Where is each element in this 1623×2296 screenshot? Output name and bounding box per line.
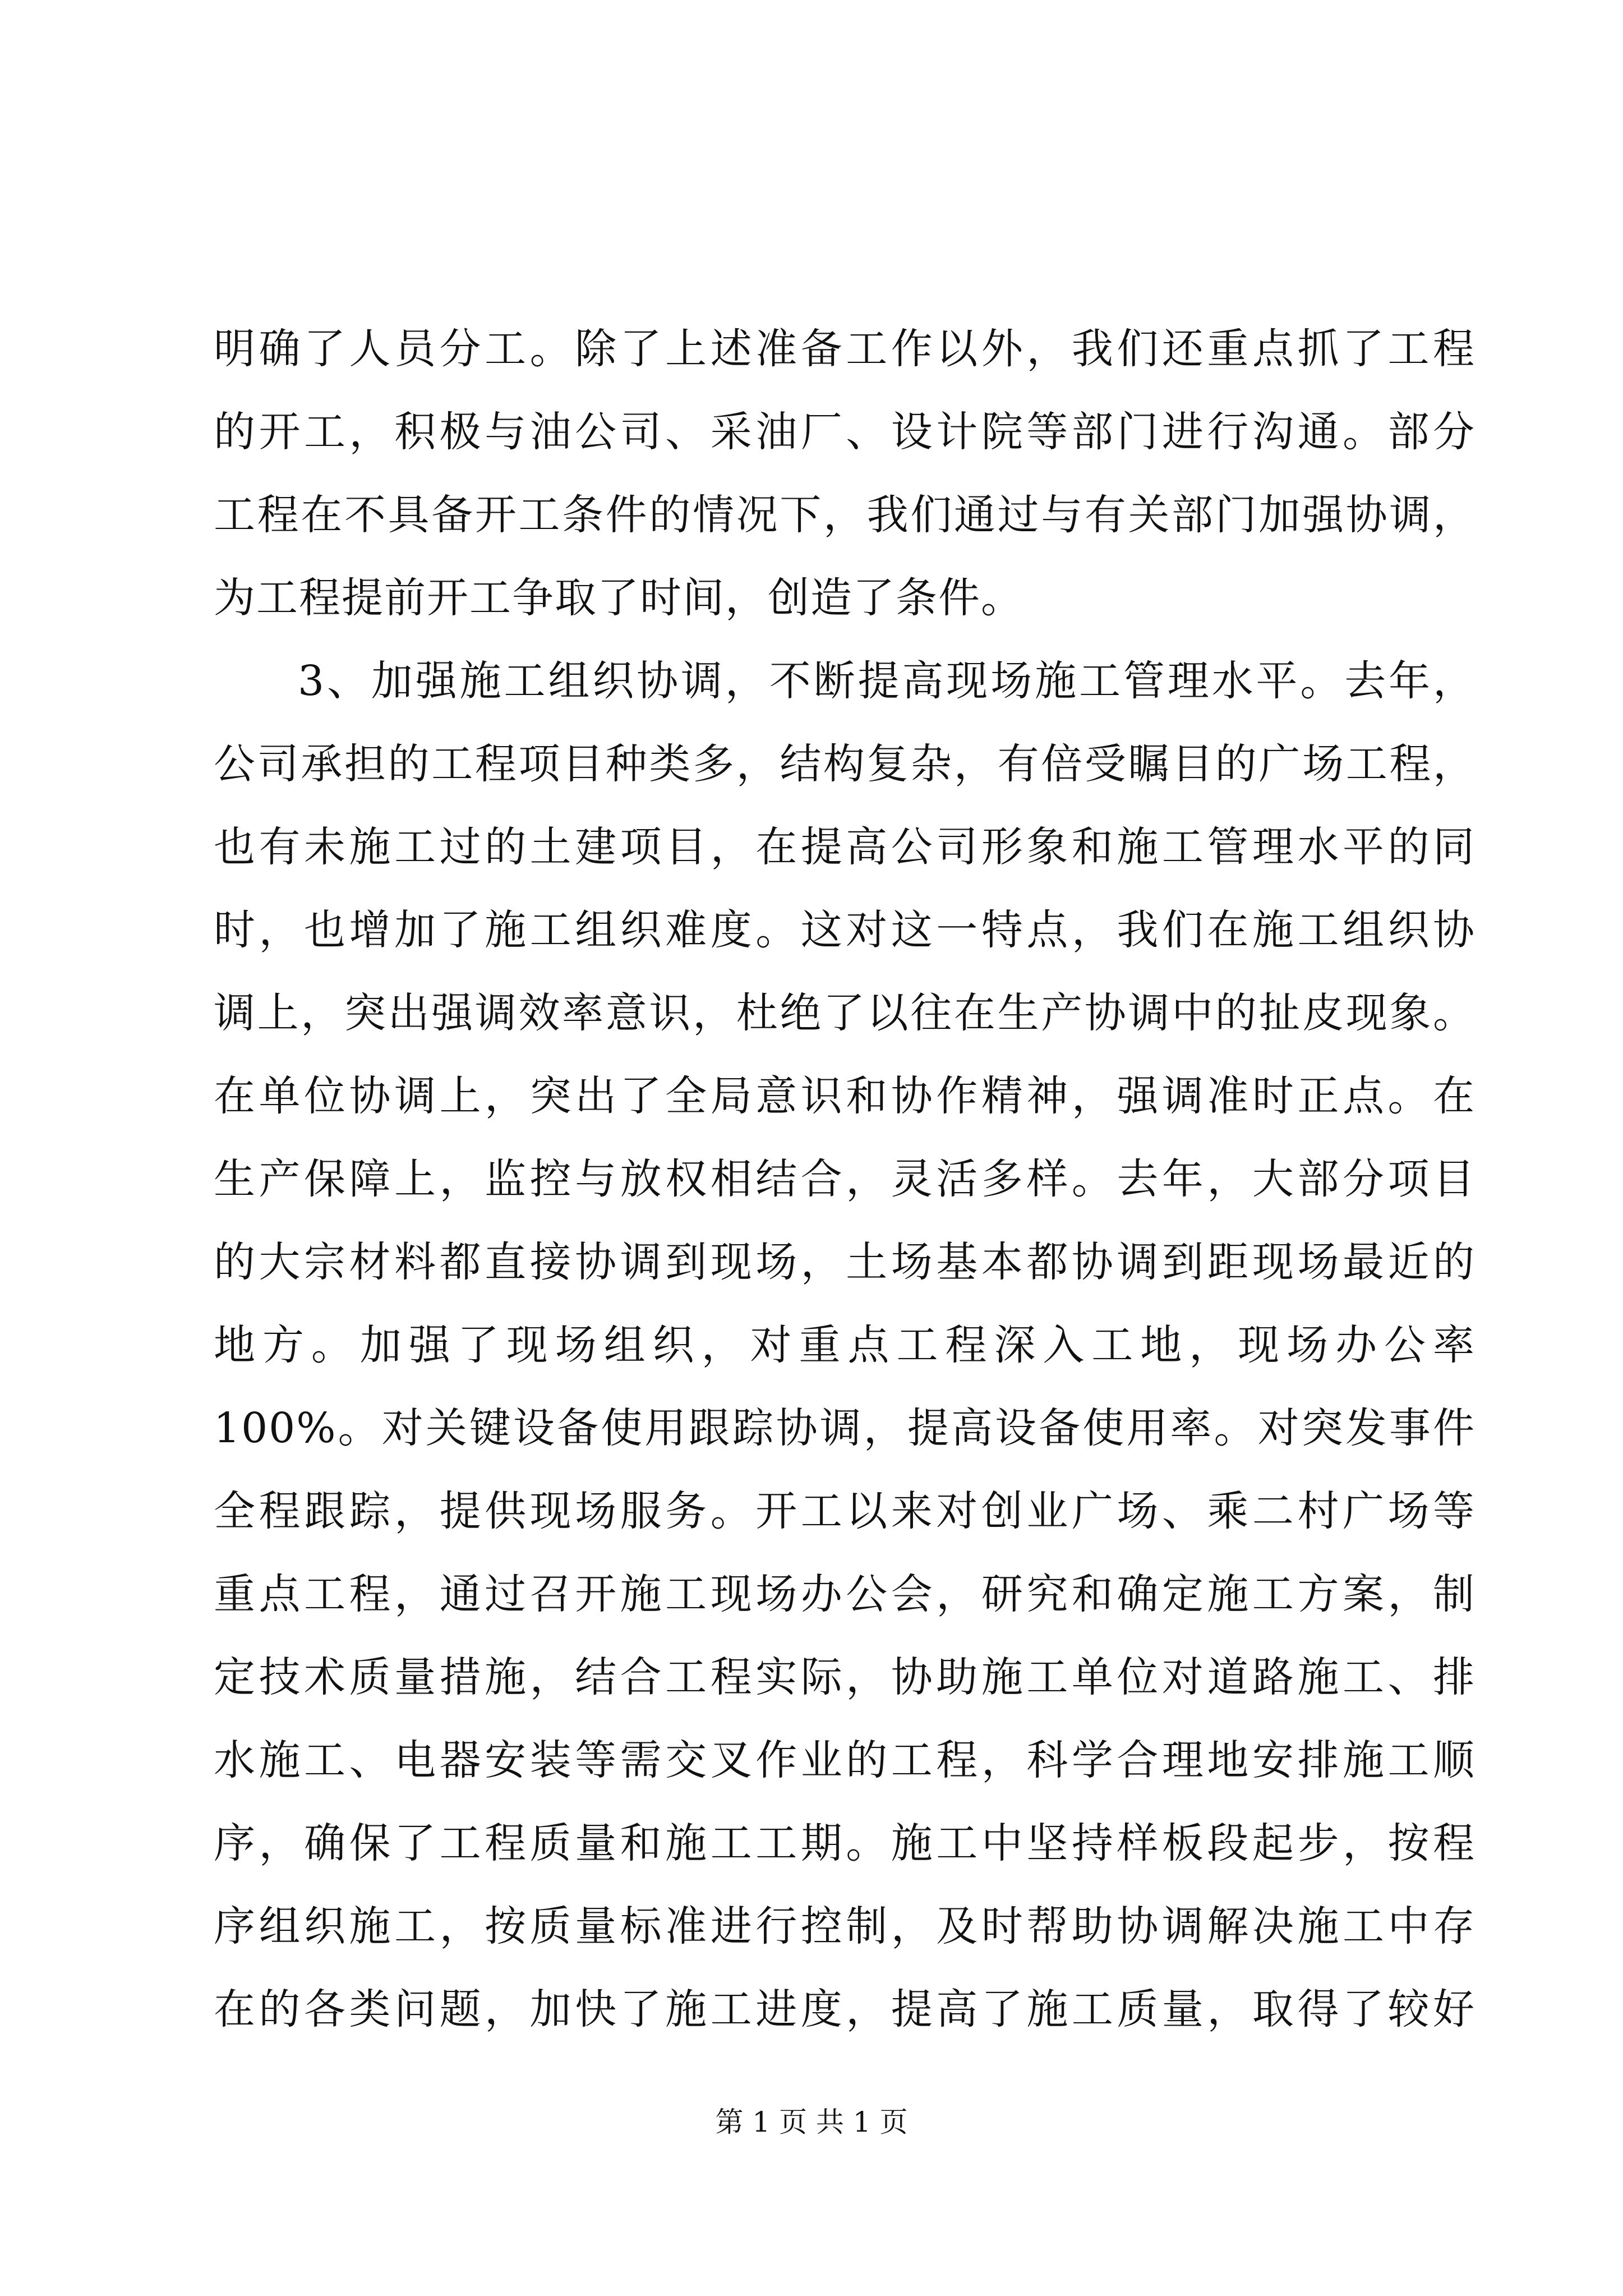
text-line: 重点工程，通过召开施工现场办公会，研究和确定施工方案，制	[214, 1570, 1476, 1618]
text-line: 在的各类问题，加快了施工进度，提高了施工质量，取得了较好	[214, 1985, 1476, 2033]
text-line: 公司承担的工程项目种类多，结构复杂，有倍受瞩目的广场工程，	[214, 740, 1476, 788]
text-line: 的开工，积极与油公司、采油厂、设计院等部门进行沟通。部分	[214, 408, 1476, 456]
text-line: 为工程提前开工争取了时间，创造了条件。	[214, 574, 1023, 622]
text-line: 序，确保了工程质量和施工工期。施工中坚持样板段起步，按程	[214, 1819, 1476, 1867]
text-line: 也有未施工过的土建项目，在提高公司形象和施工管理水平的同	[214, 823, 1476, 871]
text-line: 3、加强施工组织协调，不断提高现场施工管理水平。去年，	[298, 657, 1476, 705]
text-line: 工程在不具备开工条件的情况下，我们通过与有关部门加强协调，	[214, 491, 1476, 539]
text-line: 时，也增加了施工组织难度。这对这一特点，我们在施工组织协	[214, 906, 1476, 954]
text-line: 明确了人员分工。除了上述准备工作以外，我们还重点抓了工程	[214, 325, 1476, 373]
text-line: 的大宗材料都直接协调到现场，土场基本都协调到距现场最近的	[214, 1238, 1476, 1286]
text-line: 100%。对关键设备使用跟踪协调，提高设备使用率。对突发事件	[214, 1404, 1476, 1452]
text-line: 全程跟踪，提供现场服务。开工以来对创业广场、乘二村广场等	[214, 1487, 1476, 1535]
text-line: 序组织施工，按质量标准进行控制，及时帮助协调解决施工中存	[214, 1902, 1476, 1950]
text-line: 定技术质量措施，结合工程实际，协助施工单位对道路施工、排	[214, 1653, 1476, 1701]
text-line: 调上，突出强调效率意识，杜绝了以往在生产协调中的扯皮现象。	[214, 989, 1476, 1037]
text-line: 地方。加强了现场组织，对重点工程深入工地，现场办公率	[214, 1321, 1476, 1369]
body-text	[214, 307, 1476, 2051]
text-line: 在单位协调上，突出了全局意识和协作精神，强调准时正点。在	[214, 1072, 1476, 1120]
page-number-footer: 第 1 页 共 1 页	[715, 2106, 908, 2138]
text-line: 水施工、电器安装等需交叉作业的工程，科学合理地安排施工顺	[214, 1736, 1476, 1784]
text-line: 生产保障上，监控与放权相结合，灵活多样。去年，大部分项目	[214, 1155, 1476, 1203]
